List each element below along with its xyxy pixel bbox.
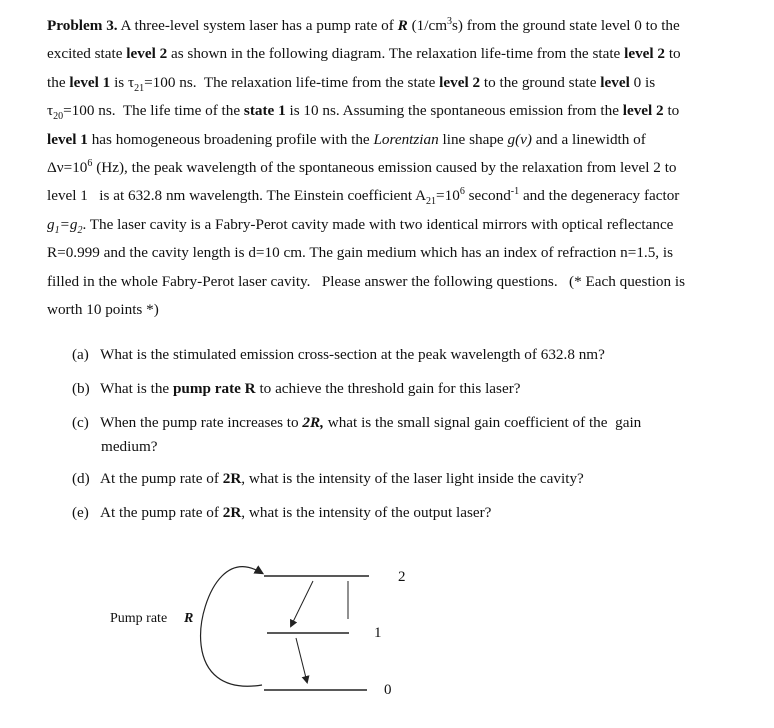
problem-line-4: $\tau_{20}=100$ ns. The life time of the state 1 is 10 ns. Assuming the spontaneous emission from the level 2 to — [47, 102, 680, 123]
problem-line-1: Problem 3. A three-level system laser has a pump rate of R $(1/cm^3s)$ from the ground state level 0 to the — [47, 15, 680, 34]
energy-level-diagram — [0, 548, 774, 728]
problem-number: Problem 3. — [47, 17, 118, 34]
question-e: (e) At the pump rate of 2R, what is the intensity of the output laser? — [72, 501, 732, 525]
question-continuation: medium? — [101, 438, 158, 455]
problem-line-7: level 1 is at 632.8 nm wavelength. The Einstein coefficient $A_{21}=10^6$ second$^{-1}$ and the degeneracy factor — [47, 186, 680, 208]
level-2-label: 2 — [398, 569, 406, 585]
relaxation-2-to-1-arrow — [291, 581, 313, 626]
question-label: (d) — [72, 470, 90, 487]
problem-line-8: $g_1=g_2$. The laser cavity is a Fabry-Perot cavity made with two identical mirrors with optical reflectance — [47, 215, 674, 236]
question-label: (b) — [72, 380, 90, 397]
level-0-label: 0 — [384, 682, 392, 698]
problem-line-9: R=0.999 and the cavity length is d=10 cm. The gain medium which has an index of refraction n=1.5, is — [47, 244, 674, 262]
question-d: (d) At the pump rate of 2R, what is the intensity of the laser light inside the cavity? — [72, 467, 732, 491]
relaxation-1-to-0-arrow — [296, 638, 307, 682]
pump-arrow — [201, 567, 262, 687]
problem-line-2: excited state level 2 as shown in the following diagram. The relaxation life-time from the state level 2 to — [47, 45, 681, 63]
problem-line-6: $\Delta\nu=10^6$ (Hz), the peak wavelength of the spontaneous emission caused by the relaxation from level 2 to — [47, 157, 677, 176]
problem-line-10: filled in the whole Fabry-Perot laser cavity. Please answer the following questions. (* Each question is — [47, 272, 686, 290]
problem-line-3: the level 1 is $\tau_{21}=100$ ns. The relaxation life-time from the state level 2 to the ground state level 0 is — [47, 73, 656, 94]
question-label: (e) — [72, 504, 89, 521]
question-a: (a) What is the stimulated emission cross-section at the peak wavelength of 632.8 nm? — [72, 343, 732, 367]
question-label: (c) — [72, 414, 89, 431]
level-1-label: 1 — [374, 625, 382, 641]
question-b: (b) What is the pump rate R to achieve the threshold gain for this laser? — [72, 377, 732, 401]
question-c: (c) When the pump rate increases to 2R, what is the small signal gain coefficient of the gain medium? — [72, 411, 732, 459]
problem-line-5: level 1 has homogeneous broadening profile with the Lorentzian line shape g(ν) and a linewidth of — [47, 130, 646, 148]
pump-rate-label: Pump rate — [110, 611, 168, 626]
pump-rate-symbol: R — [184, 611, 194, 626]
problem-line-11: worth 10 points *) — [47, 300, 159, 318]
question-label: (a) — [72, 346, 89, 363]
problem-paragraph — [47, 12, 752, 324]
